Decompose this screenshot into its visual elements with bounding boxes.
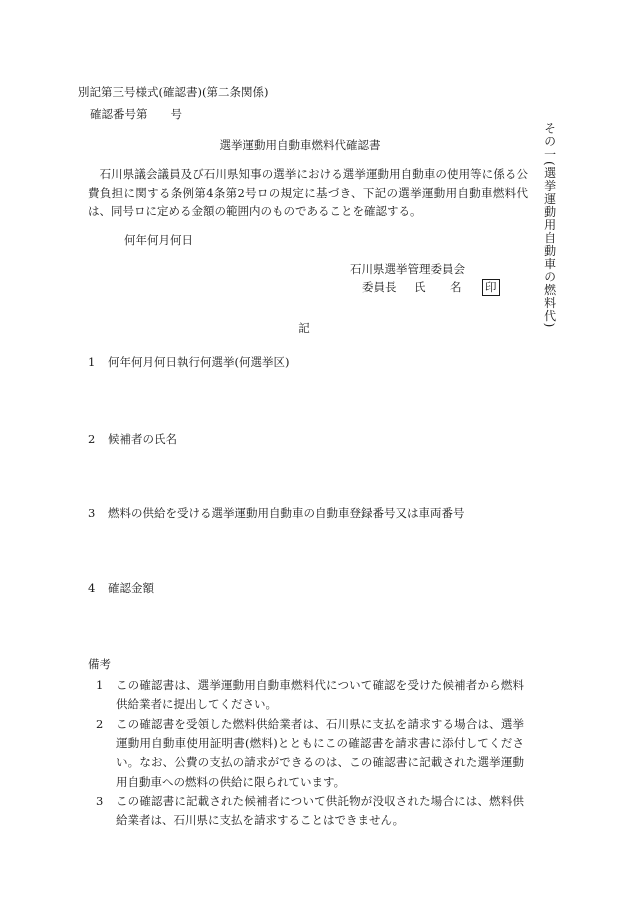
body-paragraph <box>88 165 528 221</box>
item-text: 確認金額 <box>108 581 154 595</box>
note-text: この確認書に記載された候補者について供託物が没収された場合には、燃料供給業者は、石川県に支払を請求することはできません。 <box>116 793 524 828</box>
note-item <box>96 676 524 715</box>
seal-mark: 印 <box>482 279 500 296</box>
item-number: 3 <box>88 506 96 520</box>
note-text: この確認書を受領した燃料供給業者は、石川県に支払を請求する場合は、選挙運動用自動車使用証明書(燃料)とともにこの確認書を請求書に添付してください。なお、公費の支払の請求ができるのは、この確認書に記載された選挙運動用自動車への燃料の供給に限られています。 <box>116 716 524 789</box>
issuer-name-label-2: 名 <box>450 280 462 294</box>
item-number: 1 <box>88 355 96 369</box>
issuer-chair-line <box>362 279 500 297</box>
item-candidate-name <box>88 431 177 449</box>
issuer-role: 委員長 <box>362 280 397 294</box>
notes-heading: 備考 <box>88 657 111 671</box>
item-number: 4 <box>88 581 96 595</box>
item-vehicle-number <box>88 505 465 523</box>
document-title: 選挙運動用自動車燃料代確認書 <box>219 138 381 152</box>
notes-list <box>96 676 524 831</box>
form-reference: 別記第三号様式(確認書)(第二条関係) <box>78 85 269 99</box>
item-text: 燃料の供給を受ける選挙運動用自動車の自動車登録番号又は車両番号 <box>108 506 465 520</box>
ki-heading: 記 <box>298 321 310 335</box>
note-item <box>96 792 524 831</box>
note-number: 3 <box>96 793 104 808</box>
side-label: その一(選挙運動用自動車の燃料代) <box>542 122 557 329</box>
note-text: この確認書は、選挙運動用自動車燃料代について確認を受けた候補者から燃料供給業者に提出してください。 <box>116 678 524 712</box>
issue-date: 何年何月何日 <box>124 233 193 247</box>
note-number: 2 <box>96 716 104 731</box>
item-amount <box>88 580 154 598</box>
item-text: 何年何月何日執行何選挙(何選挙区) <box>108 355 290 369</box>
item-text: 候補者の氏名 <box>108 432 177 446</box>
issuer-committee: 石川県選挙管理委員会 <box>350 262 465 276</box>
confirmation-number: 確認番号第 号 <box>90 107 182 121</box>
note-item <box>96 715 524 792</box>
item-number: 2 <box>88 432 96 446</box>
item-election <box>88 354 289 372</box>
note-number: 1 <box>96 678 104 692</box>
body-text: 石川県議会議員及び石川県知事の選挙における選挙運動用自動車の使用等に係る公費負担に関する条例第4条第2号ロの規定に基づき、下記の選挙運動用自動車燃料代は、同号ロに定める金額の範囲内のものであることを確認する。 <box>88 167 528 219</box>
issuer-name-label-1: 氏 <box>414 280 426 294</box>
